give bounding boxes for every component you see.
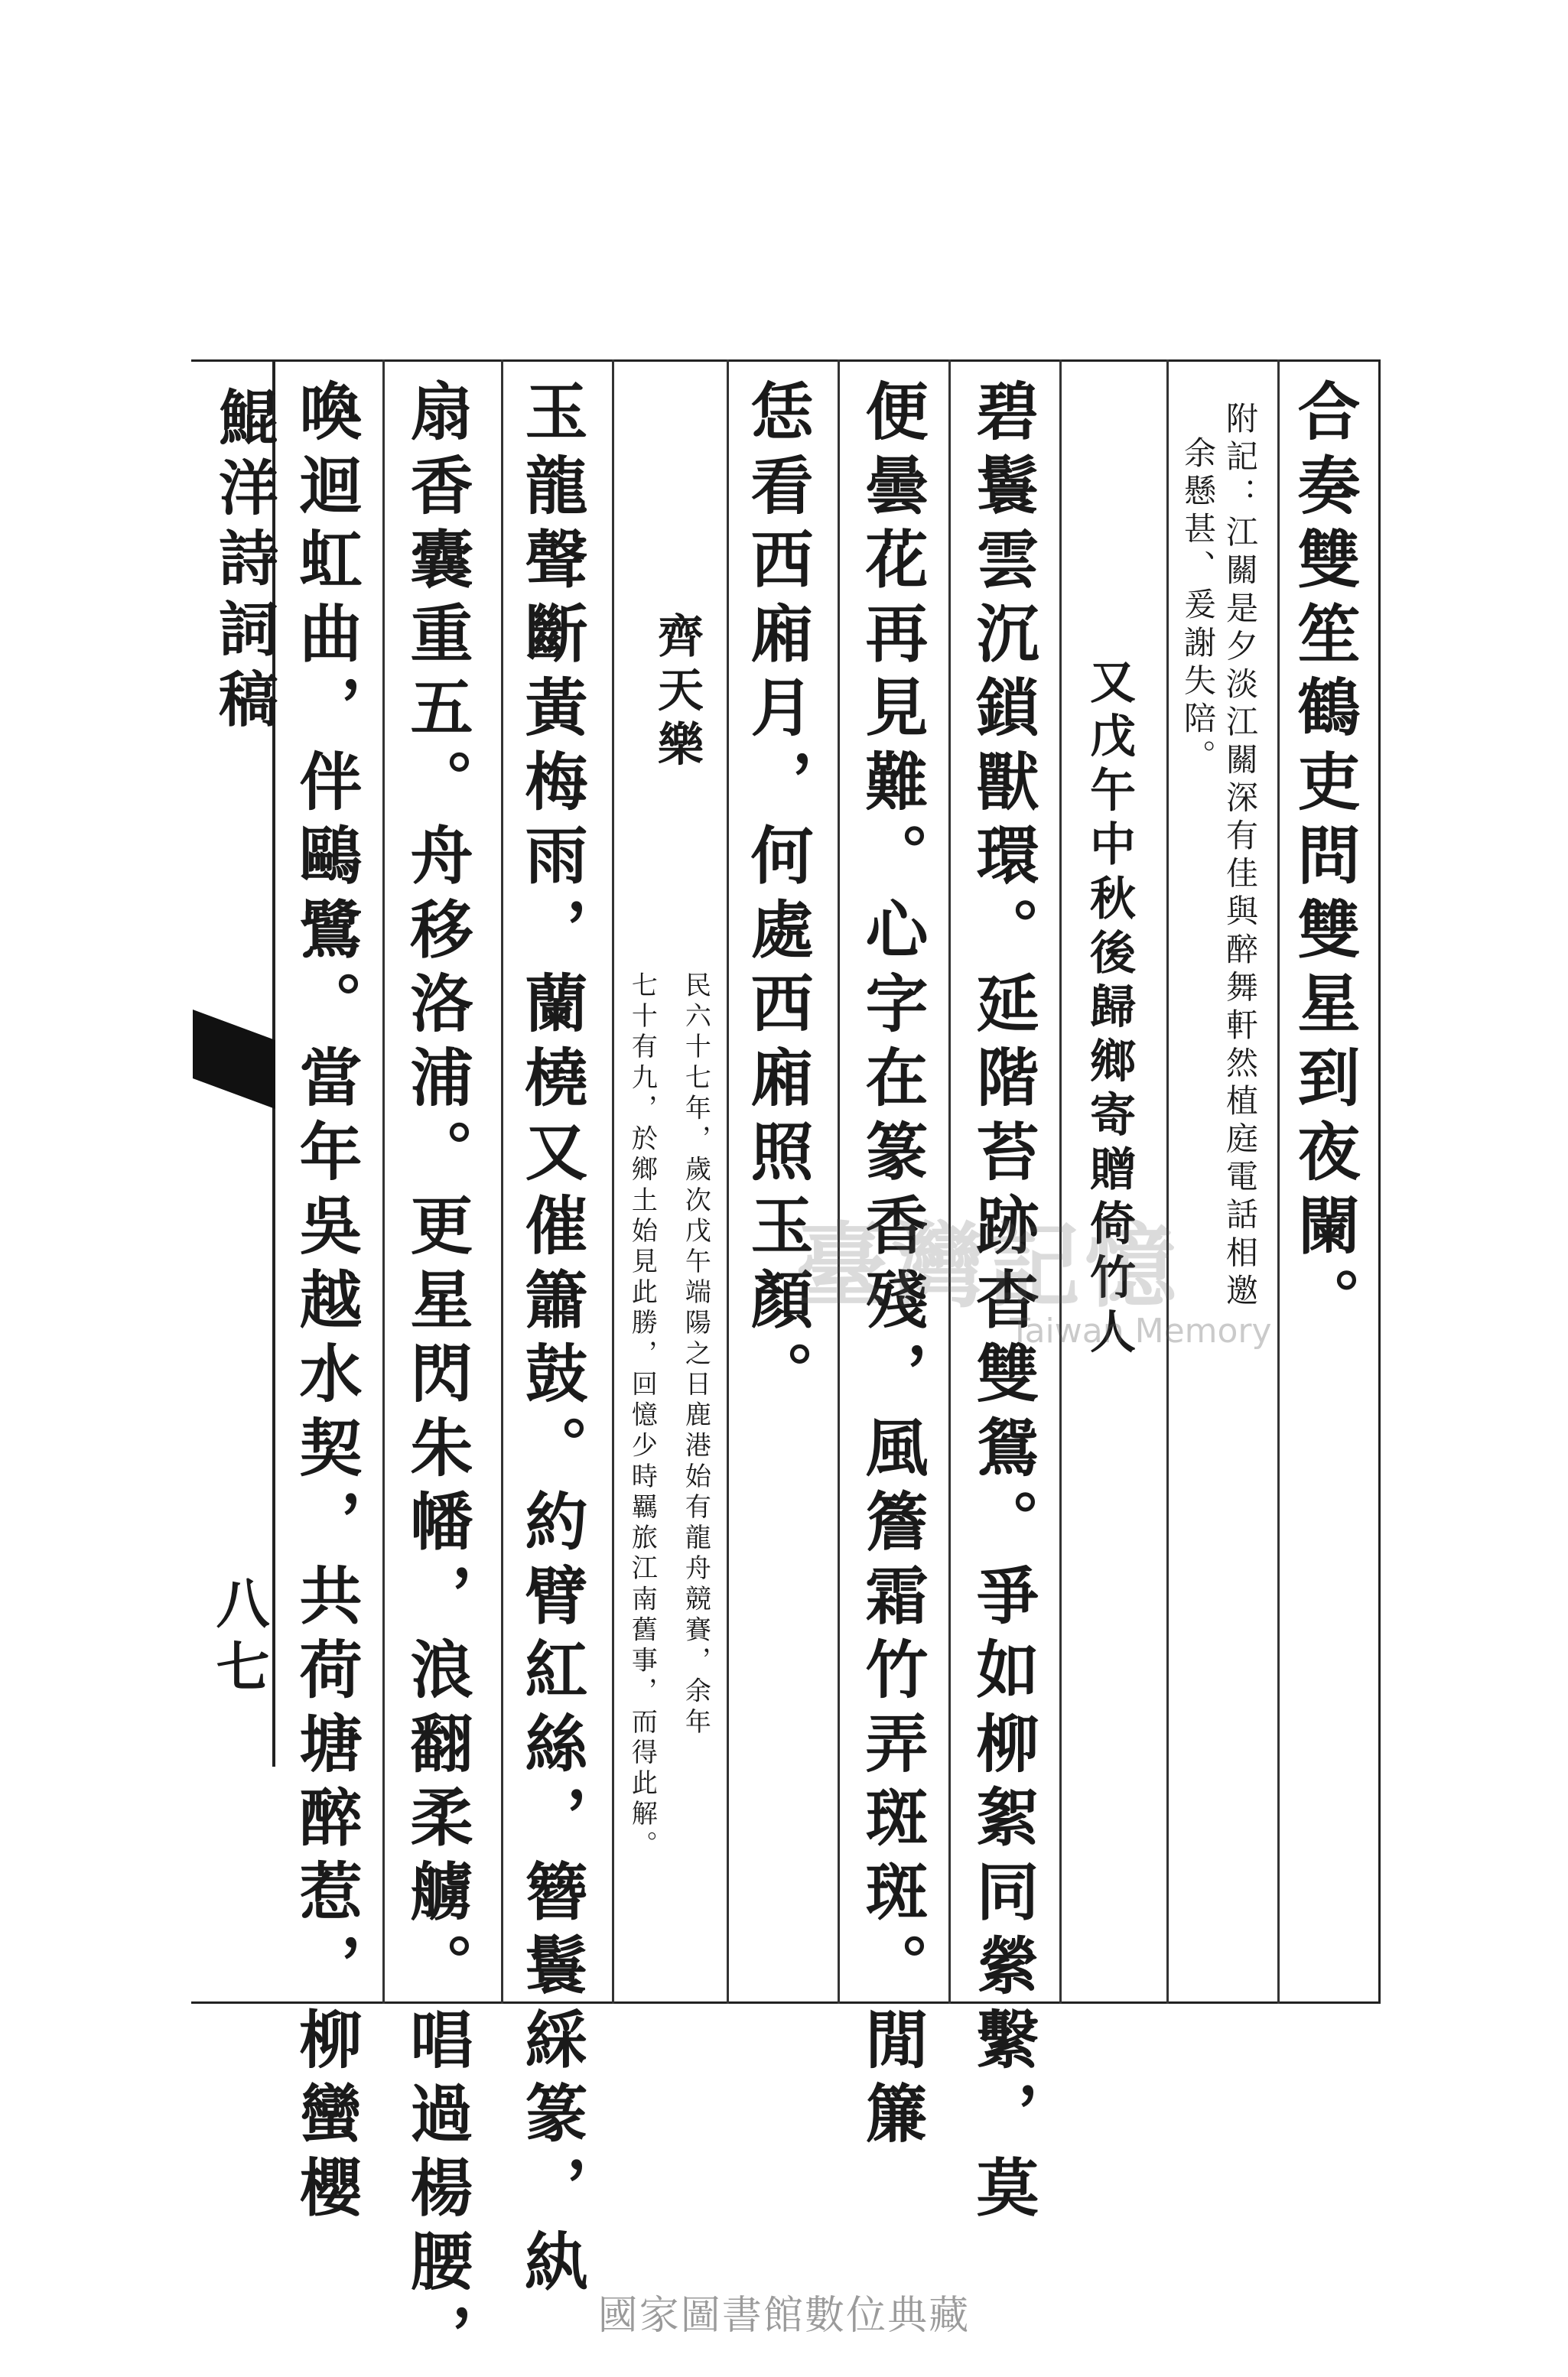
- text-column-7: 玉龍聲斷黃梅雨，蘭橈又催簫鼓。約臂紅絲，簪鬟綵篆，紈: [515, 379, 588, 2303]
- column-rule: [501, 359, 503, 2004]
- text-column-6-heading: 齊天樂: [650, 612, 704, 775]
- watermark-subtitle: Taiwan Memory: [1010, 1312, 1272, 1351]
- column-rule: [1166, 359, 1169, 2004]
- text-column-4: 便曇花再見難。心字在篆香殘，風簷霜竹弄斑斑。閒簾: [855, 379, 929, 2155]
- text-column-5: 恁看西廂月，何處西廂照玉顏。: [740, 379, 814, 1415]
- text-column-3: 碧鬟雲沉鎖獸環。延階苔跡杳雙鴛。爭如柳絮同縈繫，莫: [966, 379, 1039, 2229]
- spine-title: 鯤洋詩詞稿: [209, 386, 278, 739]
- column-rule: [612, 359, 614, 2004]
- column-rule: [838, 359, 840, 2004]
- column-rule: [727, 359, 729, 2004]
- text-column-9: 喚迴虹曲，伴鷗鷺。當年吳越水契，共荷塘醉惹，柳蠻櫻: [289, 379, 363, 2229]
- spine-page-number: 八七: [207, 1575, 271, 1702]
- column-rule: [1059, 359, 1062, 2004]
- column-rule: [948, 359, 951, 2004]
- column-rule: [382, 359, 385, 2004]
- text-column-8: 扇香囊重五。舟移洛浦。更星閃朱幡，浪翻柔艣。唱過楊腰，: [400, 379, 473, 2377]
- note-column-1: 附記：江關是夕淡江關深有佳與醉舞軒然植庭電話相邀: [1222, 402, 1259, 1312]
- watermark-logo: 臺灣記憶: [795, 1214, 1181, 1320]
- note-column-2: 余懸甚、爰謝失陪。: [1179, 436, 1217, 778]
- footer-credit: 國家圖書館數位典藏: [597, 2293, 971, 2339]
- preface-column-1: 民六十七年，歲次戊午端陽之日鹿港始有龍舟競賽，余年: [680, 971, 711, 1738]
- text-column-1: 合奏雙笙鶴吏問雙星到夜闌。: [1287, 379, 1361, 1341]
- column-rule: [1277, 359, 1280, 2004]
- preface-column-2: 七十有九，於鄉土始見此勝，回憶少時羈旅江南舊事，而得此解。: [626, 971, 658, 1862]
- fish-tail-mark-icon: [193, 1010, 275, 1109]
- text-column-2-heading: 又戊午中秋後歸鄉寄贈倚竹人: [1082, 658, 1136, 1362]
